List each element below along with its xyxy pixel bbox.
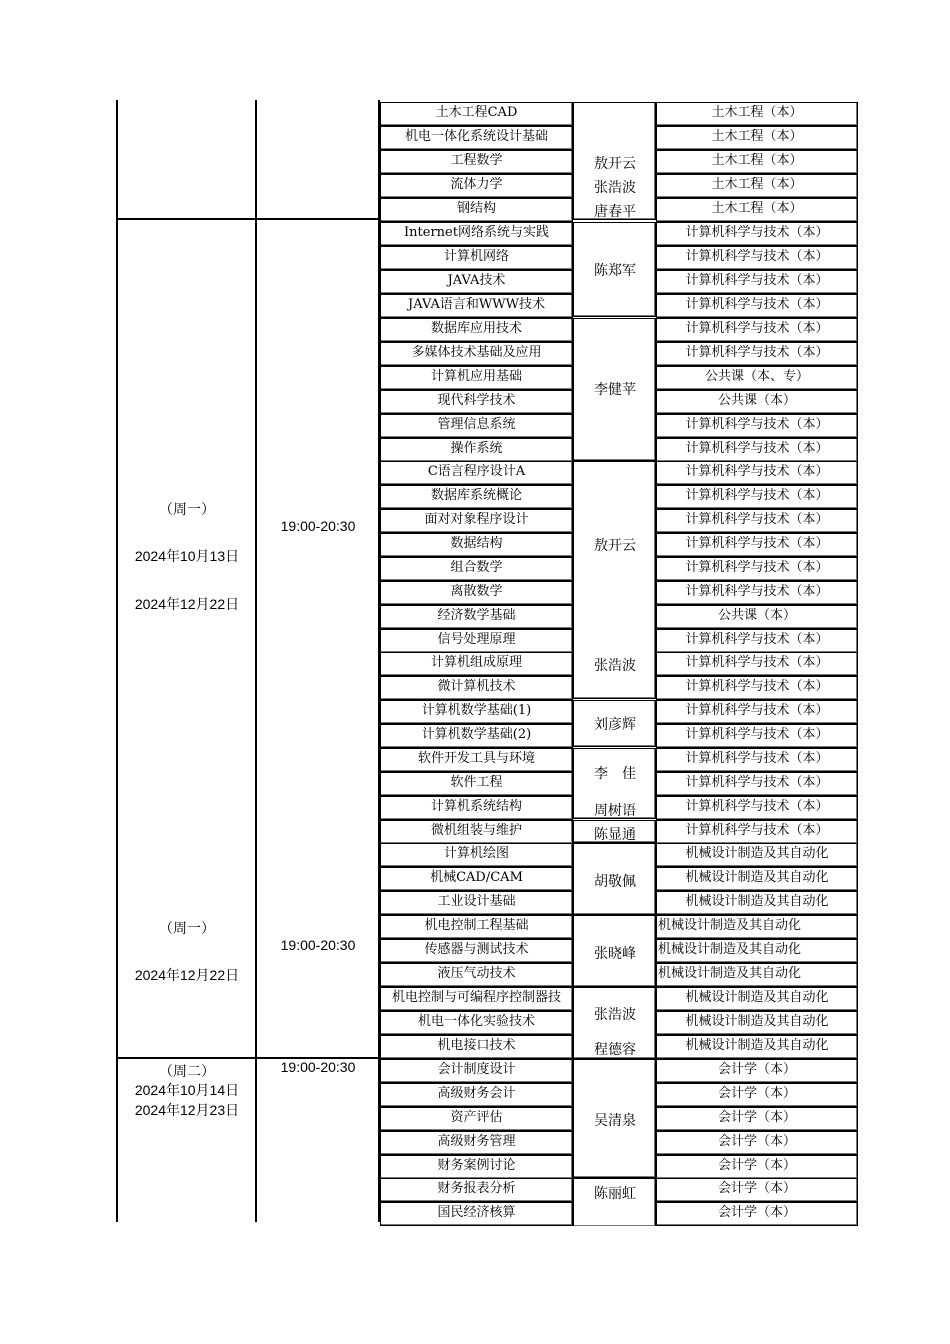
course-cell: 财务案例讨论 xyxy=(380,1155,573,1179)
course-cell: 微机组装与维护 xyxy=(380,820,573,844)
major-cell: 会计学（本） xyxy=(656,1155,858,1179)
major-cell: 计算机科学与技术（本） xyxy=(656,438,858,462)
course-cell: C语言程序设计A xyxy=(380,461,573,485)
major-cell: 机械设计制造及其自动化 xyxy=(656,915,858,939)
major-cell: 机械设计制造及其自动化 xyxy=(656,963,858,987)
major-cell: 计算机科学与技术（本） xyxy=(656,724,858,748)
weekday-label: （周一） xyxy=(159,501,215,517)
teacher-name: 陈郑军 xyxy=(594,263,636,279)
major-cell: 计算机科学与技术（本） xyxy=(656,270,858,294)
major-cell: 计算机科学与技术（本） xyxy=(656,700,858,724)
course-cell: 计算机网络 xyxy=(380,246,573,270)
weekday-label: （周二） xyxy=(159,1063,215,1079)
course-cell: 离散数学 xyxy=(380,581,573,605)
course-cell: 经济数学基础 xyxy=(380,605,573,629)
major-cell: 计算机科学与技术（本） xyxy=(656,318,858,342)
teacher-name: 程德容 xyxy=(594,1042,636,1058)
major-cell: 公共课（本） xyxy=(656,605,858,629)
course-cell: 数据库系统概论 xyxy=(380,485,573,509)
major-cell: 机械设计制造及其自动化 xyxy=(656,891,858,915)
course-cell: 机电接口技术 xyxy=(380,1035,573,1059)
course-cell: 高级财务会计 xyxy=(380,1083,573,1107)
course-cell: 工程数学 xyxy=(380,150,573,174)
course-cell: Internet网络系统与实践 xyxy=(380,222,573,246)
major-cell: 计算机科学与技术（本） xyxy=(656,557,858,581)
teacher-name: 李健苹 xyxy=(594,382,636,398)
exam-time: 19:00-20:30 xyxy=(280,518,356,534)
teacher-name: 张浩波 xyxy=(594,1007,636,1023)
course-cell: 计算机应用基础 xyxy=(380,366,573,390)
teacher-name: 张浩波 xyxy=(594,180,636,196)
course-cell: 流体力学 xyxy=(380,174,573,198)
date-label: 2024年10月13日 xyxy=(134,548,240,564)
course-cell: 计算机组成原理 xyxy=(380,652,573,676)
course-cell: 现代科学技术 xyxy=(380,390,573,414)
course-cell: 软件工程 xyxy=(380,772,573,796)
major-cell: 机械设计制造及其自动化 xyxy=(656,1035,858,1059)
date-label: 2024年10月14日 xyxy=(134,1082,240,1098)
course-cell: 计算机绘图 xyxy=(380,843,573,867)
major-cell: 土木工程（本） xyxy=(656,126,858,150)
date-label: 2024年12月23日 xyxy=(134,1102,240,1118)
major-cell: 计算机科学与技术（本） xyxy=(656,796,858,820)
course-cell: 操作系统 xyxy=(380,438,573,462)
major-cell: 土木工程（本） xyxy=(656,198,858,222)
course-cell: 软件开发工具与环境 xyxy=(380,748,573,772)
major-cell: 计算机科学与技术（本） xyxy=(656,485,858,509)
major-cell: 公共课（本、专） xyxy=(656,366,858,390)
teacher-name: 张晓峰 xyxy=(594,946,636,962)
course-cell: 多媒体技术基础及应用 xyxy=(380,342,573,366)
teacher-name: 张浩波 xyxy=(594,658,636,674)
exam-time: 19:00-20:30 xyxy=(280,937,356,953)
major-cell: 计算机科学与技术（本） xyxy=(656,414,858,438)
major-cell: 机械设计制造及其自动化 xyxy=(656,843,858,867)
table-border xyxy=(116,218,380,220)
course-cell: 高级财务管理 xyxy=(380,1131,573,1155)
major-cell: 计算机科学与技术（本） xyxy=(656,509,858,533)
course-cell: 面对对象程序设计 xyxy=(380,509,573,533)
course-cell: 液压气动技术 xyxy=(380,963,573,987)
course-cell: 机电一体化系统设计基础 xyxy=(380,126,573,150)
teacher-name: 陈显通 xyxy=(594,827,636,843)
course-cell: JAVA语言和WWW技术 xyxy=(380,294,573,318)
major-cell: 计算机科学与技术（本） xyxy=(656,581,858,605)
teacher-name: 敖开云 xyxy=(594,156,636,172)
major-cell: 计算机科学与技术（本） xyxy=(656,533,858,557)
teacher-name: 刘彦辉 xyxy=(594,717,636,733)
course-cell: 机械CAD/CAM xyxy=(380,867,573,891)
major-cell: 计算机科学与技术（本） xyxy=(656,246,858,270)
major-cell: 计算机科学与技术（本） xyxy=(656,652,858,676)
major-cell: 计算机科学与技术（本） xyxy=(656,820,858,844)
course-cell: 计算机数学基础(1) xyxy=(380,700,573,724)
date-label: 2024年12月22日 xyxy=(134,967,240,983)
course-cell: 机电一体化实验技术 xyxy=(380,1011,573,1035)
teacher-name: 陈丽虹 xyxy=(594,1186,636,1202)
weekday-label: （周一） xyxy=(159,920,215,936)
course-cell: 数据结构 xyxy=(380,533,573,557)
major-cell: 会计学（本） xyxy=(656,1059,858,1083)
date-label: 2024年12月22日 xyxy=(134,596,240,612)
teacher-name: 吴清泉 xyxy=(594,1113,636,1129)
major-cell: 机械设计制造及其自动化 xyxy=(656,867,858,891)
course-cell: 信号处理原理 xyxy=(380,629,573,653)
course-cell: 组合数学 xyxy=(380,557,573,581)
major-cell: 公共课（本） xyxy=(656,390,858,414)
course-cell: JAVA技术 xyxy=(380,270,573,294)
course-cell: 数据库应用技术 xyxy=(380,318,573,342)
major-cell: 机械设计制造及其自动化 xyxy=(656,939,858,963)
course-cell: 钢结构 xyxy=(380,198,573,222)
course-cell: 传感器与测试技术 xyxy=(380,939,573,963)
major-cell: 计算机科学与技术（本） xyxy=(656,748,858,772)
major-cell: 机械设计制造及其自动化 xyxy=(656,987,858,1011)
teacher-name: 敖开云 xyxy=(594,538,636,554)
course-cell: 会计制度设计 xyxy=(380,1059,573,1083)
teacher-name: 胡敬佩 xyxy=(594,874,636,890)
major-cell: 会计学（本） xyxy=(656,1178,858,1202)
teacher-name: 唐春平 xyxy=(594,204,636,220)
teacher-name: 周树语 xyxy=(594,803,636,819)
course-cell: 计算机系统结构 xyxy=(380,796,573,820)
major-cell: 计算机科学与技术（本） xyxy=(656,629,858,653)
major-cell: 土木工程（本） xyxy=(656,150,858,174)
major-cell: 会计学（本） xyxy=(656,1131,858,1155)
course-cell: 机电控制工程基础 xyxy=(380,915,573,939)
course-cell: 土木工程CAD xyxy=(380,102,573,126)
major-cell: 计算机科学与技术（本） xyxy=(656,342,858,366)
major-cell: 机械设计制造及其自动化 xyxy=(656,1011,858,1035)
major-cell: 土木工程（本） xyxy=(656,174,858,198)
course-cell: 管理信息系统 xyxy=(380,414,573,438)
major-cell: 会计学（本） xyxy=(656,1083,858,1107)
major-cell: 会计学（本） xyxy=(656,1202,858,1226)
teacher-name: 李 佳 xyxy=(594,766,636,782)
course-cell: 工业设计基础 xyxy=(380,891,573,915)
major-cell: 计算机科学与技术（本） xyxy=(656,294,858,318)
course-cell: 国民经济核算 xyxy=(380,1202,573,1226)
major-cell: 土木工程（本） xyxy=(656,102,858,126)
course-cell: 微计算机技术 xyxy=(380,676,573,700)
major-cell: 计算机科学与技术（本） xyxy=(656,222,858,246)
major-cell: 会计学（本） xyxy=(656,1107,858,1131)
course-cell: 财务报表分析 xyxy=(380,1178,573,1202)
course-cell: 资产评估 xyxy=(380,1107,573,1131)
course-cell: 机电控制与可编程序控制器技 xyxy=(380,987,573,1011)
course-cell: 计算机数学基础(2) xyxy=(380,724,573,748)
exam-time: 19:00-20:30 xyxy=(280,1059,356,1075)
major-cell: 计算机科学与技术（本） xyxy=(656,676,858,700)
table-border xyxy=(116,100,118,1222)
major-cell: 计算机科学与技术（本） xyxy=(656,772,858,796)
major-cell: 计算机科学与技术（本） xyxy=(656,461,858,485)
table-border xyxy=(255,100,257,1222)
